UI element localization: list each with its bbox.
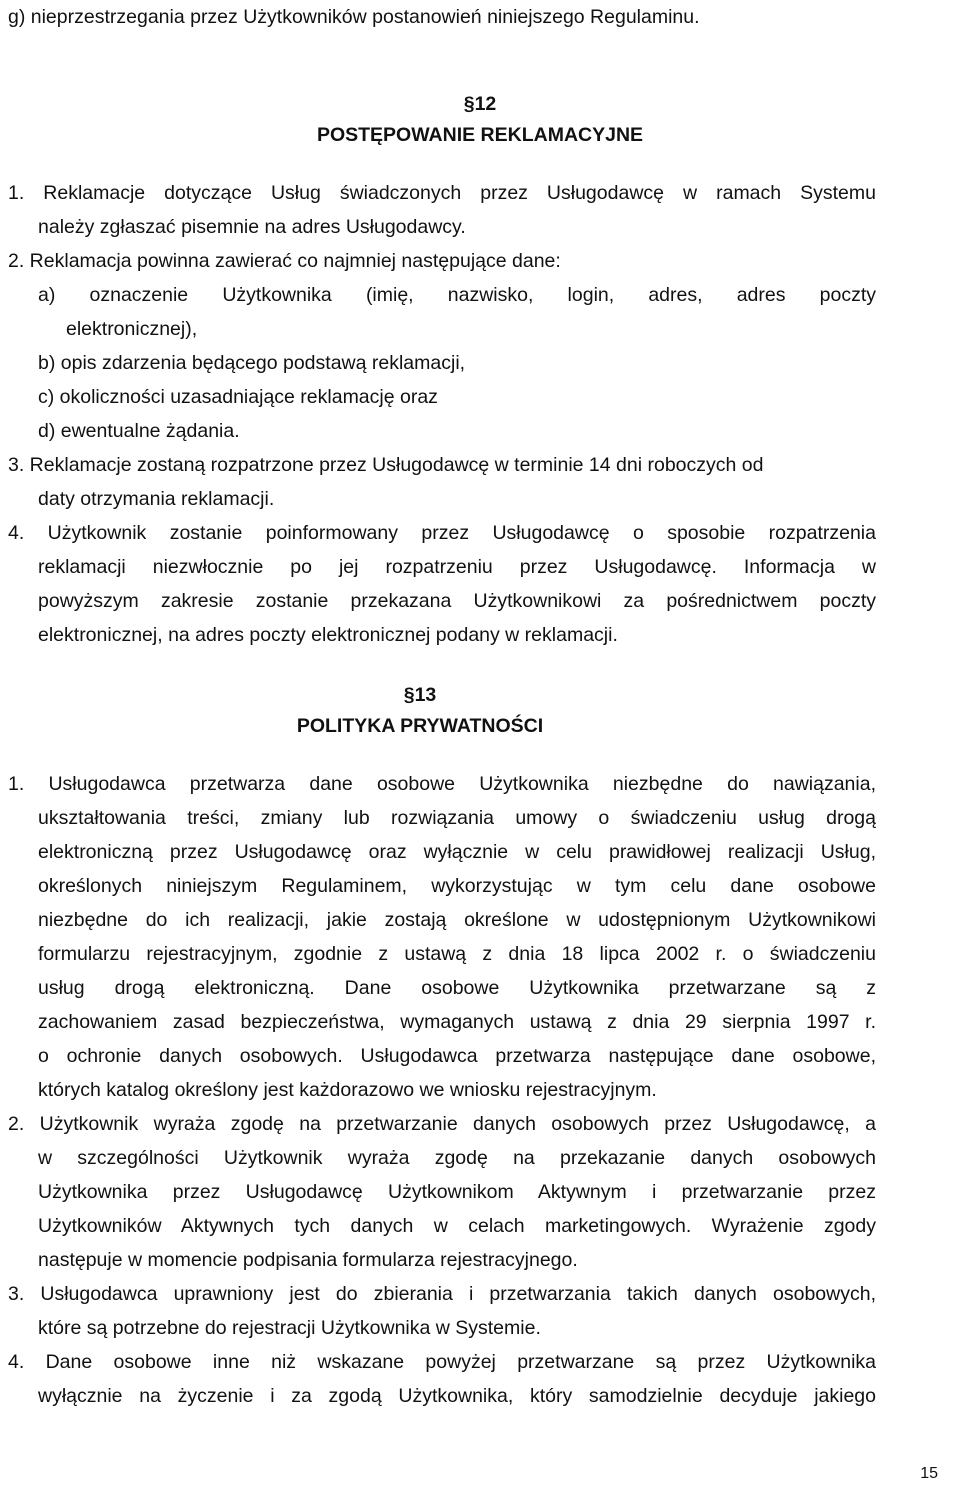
text-line: a) oznaczenie Użytkownika (imię, nazwisko, login, adres, adres poczty	[38, 284, 876, 306]
text-line: niezbędne do ich realizacji, jakie zostają określone w udostępnionym Użytkownikowi	[38, 909, 876, 931]
text-line: Użytkownika przez Usługodawcę Użytkownikom Aktywnym i przetwarzanie przez	[38, 1181, 876, 1203]
text-line: określonych niniejszym Regulaminem, wykorzystując w tym celu dane osobowe	[38, 875, 876, 897]
text-line: zachowaniem zasad bezpieczeństwa, wymaganych ustawą z dnia 29 sierpnia 1997 r.	[38, 1011, 876, 1033]
text-line: d) ewentualne żądania.	[38, 420, 240, 442]
text-line: wyłącznie na życzenie i za zgodą Użytkownika, który samodzielnie decyduje jakiego	[38, 1385, 876, 1407]
text-line: elektronicznej, na adres poczty elektronicznej podany w reklamacji.	[38, 624, 618, 646]
text-line: formularzu rejestracyjnym, zgodnie z ustawą z dnia 18 lipca 2002 r. o świadczeniu	[38, 943, 876, 965]
text-line: powyższym zakresie zostanie przekazana Użytkownikowi za pośrednictwem poczty	[38, 590, 876, 612]
text-line: należy zgłaszać pisemnie na adres Usługodawcy.	[38, 216, 466, 238]
text-line: b) opis zdarzenia będącego podstawą reklamacji,	[38, 352, 466, 374]
text-line: elektronicznej),	[66, 318, 198, 340]
text-line: 4. Użytkownik zostanie poinformowany przez Usługodawcę o sposobie rozpatrzenia	[8, 522, 876, 544]
section-heading-line: §12	[463, 93, 497, 115]
text-line: 1. Usługodawca przetwarza dane osobowe Użytkownika niezbędne do nawiązania,	[8, 773, 876, 795]
section-heading-line: POLITYKA PRYWATNOŚCI	[296, 715, 544, 737]
text-line: 1. Reklamacje dotyczące Usług świadczonych przez Usługodawcę w ramach Systemu	[8, 182, 876, 204]
text-line: usług drogą elektroniczną. Dane osobowe Użytkownika przetwarzane są z	[38, 977, 876, 999]
text-line: o ochronie danych osobowych. Usługodawca przetwarza następujące dane osobowe,	[38, 1045, 876, 1067]
text-line: reklamacji niezwłocznie po jej rozpatrzeniu przez Usługodawcę. Informacja w	[38, 556, 876, 578]
page-number: 15	[920, 1465, 938, 1482]
text-line: 3. Usługodawca uprawniony jest do zbierania i przetwarzania takich danych osobowych,	[8, 1283, 876, 1305]
text-line: których katalog określony jest każdorazowo we wniosku rejestracyjnym.	[38, 1079, 657, 1101]
text-line: g) nieprzestrzegania przez Użytkowników postanowień niniejszego Regulaminu.	[8, 6, 700, 28]
text-line: 2. Użytkownik wyraża zgodę na przetwarzanie danych osobowych przez Usługodawcę, a	[8, 1113, 876, 1135]
text-line: 2. Reklamacja powinna zawierać co najmniej następujące dane:	[8, 250, 561, 272]
text-line: c) okoliczności uzasadniające reklamację oraz	[38, 386, 438, 408]
section-heading-line: POSTĘPOWANIE REKLAMACYJNE	[316, 124, 644, 146]
text-line: które są potrzebne do rejestracji Użytkownika w Systemie.	[38, 1317, 541, 1339]
text-line: ukształtowania treści, zmiany lub rozwiązania umowy o świadczeniu usług drogą	[38, 807, 876, 829]
text-line: następuje w momencie podpisania formularza rejestracyjnego.	[38, 1249, 578, 1271]
section-heading-line: §13	[403, 684, 437, 706]
text-line: daty otrzymania reklamacji.	[38, 488, 275, 510]
text-line: Użytkowników Aktywnych tych danych w celach marketingowych. Wyrażenie zgody	[38, 1215, 876, 1237]
text-line: elektroniczną przez Usługodawcę oraz wyłącznie w celu prawidłowej realizacji Usług,	[38, 841, 876, 863]
text-line: 3. Reklamacje zostaną rozpatrzone przez Usługodawcę w terminie 14 dni roboczych od	[8, 454, 764, 476]
text-line: 4. Dane osobowe inne niż wskazane powyżej przetwarzane są przez Użytkownika	[8, 1351, 876, 1373]
text-line: w szczególności Użytkownik wyraża zgodę na przekazanie danych osobowych	[38, 1147, 876, 1169]
